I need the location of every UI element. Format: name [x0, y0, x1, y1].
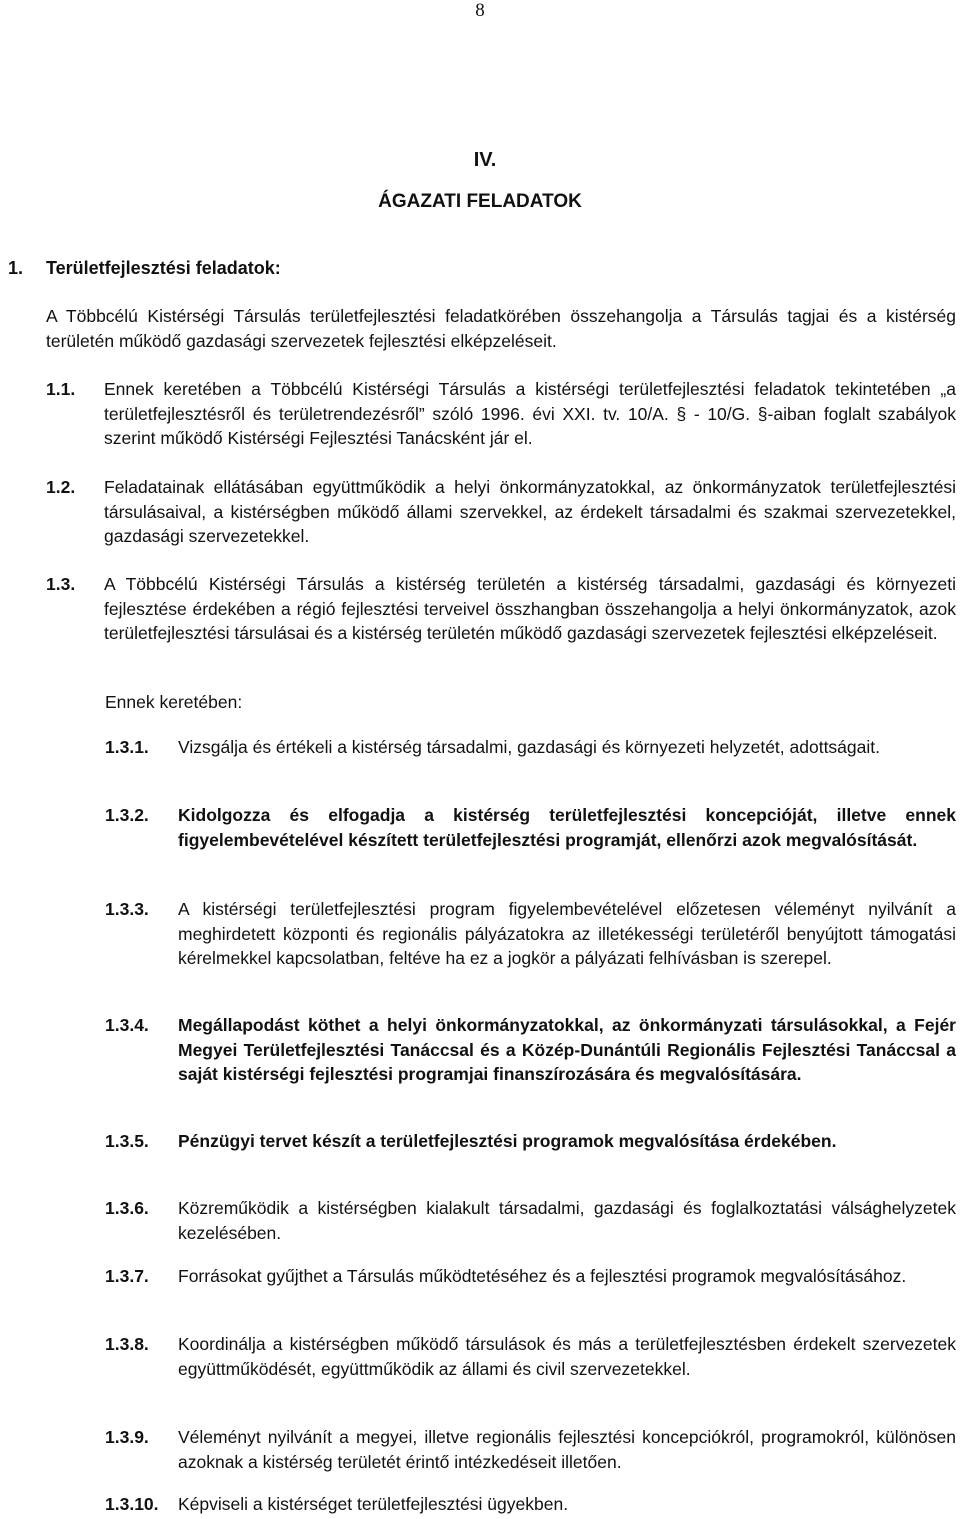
subitem-1-3-9 — [105, 1425, 956, 1474]
subitem-text: Koordinálja a kistérségben működő társulások és más a területfejlesztésben érdekelt szervezetek együttműködését, együttműködik az állami és civil szervezetekkel. — [178, 1334, 956, 1379]
item-text: A Többcélú Kistérségi Társulás a kistérség területén a kistérség társadalmi, gazdasági és környezeti fejlesztése érdekében a régió fejlesztési terveivel összhangban összehangolja a helyi önkormányzatok, azok területfejlesztési társulásai és a kistérség területén működő gazdasági szervezetek fejlesztési elképzeléseit. — [104, 574, 956, 643]
within-label — [105, 690, 956, 715]
subitem-text: Kidolgozza és elfogadja a kistérség területfejlesztési koncepcióját, illetve ennek figyelembevételével készített területfejlesztési programját, ellenőrzi azok megvalósítását. — [178, 805, 956, 850]
subitem-text: Pénzügyi tervet készít a területfejlesztési programok megvalósítása érdekében. — [178, 1131, 837, 1151]
subitem-1-3-1 — [105, 735, 956, 760]
subitem-number: 1.3.9. — [105, 1427, 149, 1447]
item-1-1 — [46, 377, 956, 451]
chapter-number — [0, 148, 960, 172]
section-title: Területfejlesztési feladatok: — [46, 258, 281, 278]
item-1-3 — [46, 572, 956, 646]
subitem-text: Megállapodást köthet a helyi önkormányzatokkal, az önkormányzati társulásokkal, a Fejér Megyei Területfejlesztési Tanáccsal és a Közép-Dunántúli Regionális Fejlesztési Tanáccsal a saját kistérségi fejlesztési programjai finanszírozására és megvalósítására. — [178, 1015, 956, 1084]
subitem-text: A kistérségi területfejlesztési program figyelembevételével előzetesen véleményt nyilvánít a meghirdetett központi és regionális pályázatokra az illetékességi területéről benyújtott támogatási kérelmekkel kapcsolatban, feltéve ha ez a jogkör a pályázati felhívásban is szerepel. — [178, 899, 956, 968]
section-number: 1. — [8, 258, 24, 278]
intro-paragraph: A Többcélú Kistérségi Társulás területfejlesztési feladatkörében összehangolja a Társulás tagjai és a kistérség területén működő gazdasági szervezetek fejlesztési elképzeléseit. — [46, 306, 956, 351]
subitem-number: 1.3.6. — [105, 1198, 149, 1218]
item-number: 1.2. — [46, 477, 76, 497]
subitem-text: Vizsgálja és értékeli a kistérség társadalmi, gazdasági és környezeti helyzetét, adottságait. — [178, 737, 880, 757]
subitem-number: 1.3.4. — [105, 1015, 149, 1035]
subitem-number: 1.3.7. — [105, 1266, 149, 1286]
chapter-number-text: IV. — [473, 149, 497, 171]
item-number: 1.1. — [46, 379, 76, 399]
subitem-number: 1.3.2. — [105, 805, 149, 825]
subitem-text: Közreműködik a kistérségben kialakult társadalmi, gazdasági és foglalkoztatási válsághelyzetek kezelésében. — [178, 1198, 956, 1243]
subitem-1-3-5 — [105, 1129, 956, 1154]
subitem-number: 1.3.1. — [105, 737, 149, 757]
subitem-number: 1.3.5. — [105, 1131, 149, 1151]
item-text: Ennek keretében a Többcélú Kistérségi Társulás a kistérségi területfejlesztési feladatok tekintetében „a területfejlesztésről és területrendezésről” szóló 1996. évi XXI. tv. 10/A. § - 10/G. §-aiban foglalt szabályok szerint működő Kistérségi Fejlesztési Tanácsként jár el. — [104, 379, 956, 448]
subitem-1-3-7 — [105, 1264, 956, 1289]
item-1-2 — [46, 475, 956, 549]
within-label-text: Ennek keretében: — [105, 692, 243, 712]
item-number: 1.3. — [46, 574, 76, 594]
subitem-number: 1.3.10. — [105, 1494, 159, 1514]
subitem-1-3-3 — [105, 897, 956, 971]
subitem-1-3-10 — [105, 1492, 956, 1517]
page-number: 8 — [475, 0, 485, 21]
section-heading — [8, 256, 948, 281]
subitem-text: Forrásokat gyűjthet a Társulás működtetéséhez és a fejlesztési programok megvalósításához. — [178, 1266, 907, 1286]
subitem-1-3-4 — [105, 1013, 956, 1087]
subitem-number: 1.3.3. — [105, 899, 149, 919]
subitem-number: 1.3.8. — [105, 1334, 149, 1354]
subitem-text: Képviseli a kistérséget területfejlesztési ügyekben. — [178, 1494, 569, 1514]
subitem-1-3-6 — [105, 1196, 956, 1245]
subitem-text: Véleményt nyilvánít a megyei, illetve regionális fejlesztési koncepciókról, programokról, különösen azoknak a kistérség területét érintő intézkedéseit illetően. — [178, 1427, 956, 1472]
item-text: Feladatainak ellátásában együttműködik a helyi önkormányzatokkal, az önkormányzatok területfejlesztési társulásaival, a kistérségben működő állami szervekkel, az érdekelt társadalmi és szakmai szervezetekkel, gazdasági szervezetekkel. — [104, 477, 956, 546]
subitem-1-3-8 — [105, 1332, 956, 1381]
chapter-title: ÁGAZATI FELADATOK — [378, 191, 582, 212]
subitem-1-3-2 — [105, 803, 956, 852]
